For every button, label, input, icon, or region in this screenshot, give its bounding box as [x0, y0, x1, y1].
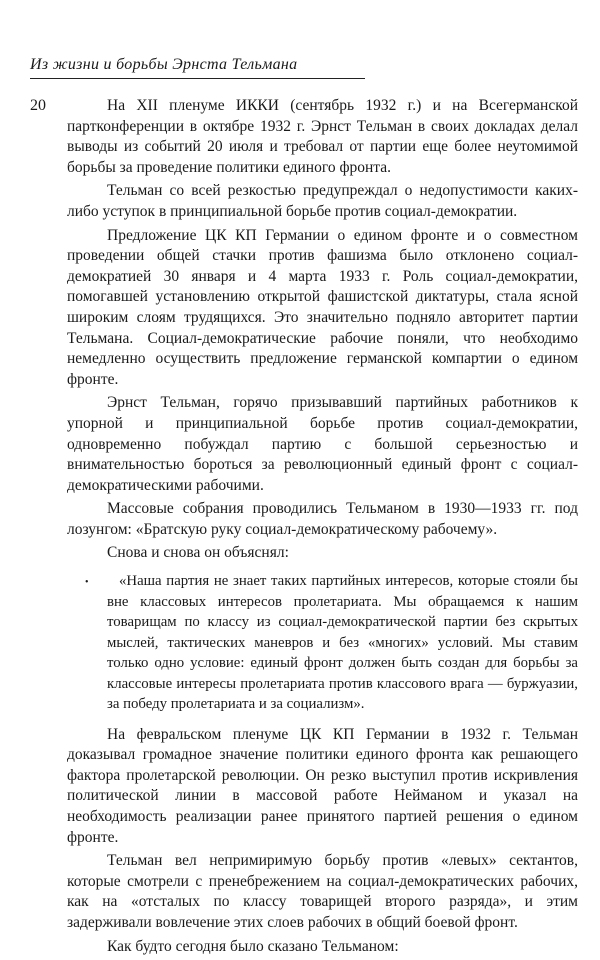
body-text	[67, 96, 578, 960]
paragraph-9: Как будто сегодня было сказано Тельманом:	[107, 937, 399, 955]
quotation-text: «Наша партия не знает таких партийных интересов, которые стояли бы вне классовых интересов пролетариата. Мы обращаемся к нашим товарищам по классу из социал-демократической партии без скрытых мыслей, тактических маневров и без «многих» условий. Мы ставим только одно условие: единый фронт должен быть создан для борьбы за классовые интересы пролетариата против классового врага — буржуазии, за победу пролетариата и за социализм».	[107, 573, 578, 713]
paragraph-7: На февральском пленуме ЦК КП Германии в 1932 г. Тельман доказывал громадное значение политики единого фронта как решающего фактора пролетарской революции. Он резко выступил против искривления политической линии в массовой работе Нейманом и указал на необходимость реализации ранее принятого партией решения о едином фронте.	[67, 725, 578, 846]
paragraph-4: Эрнст Тельман, горячо призывавший партийных работников к упорной и принципиальной борьбе против социал-демократии, одновременно побуждал партию с большой серьезностью и внимательностью бороться за революционный единый фронт с социал-демократическими рабочими.	[67, 394, 578, 494]
paragraph-5: Массовые собрания проводились Тельманом в 1930—1933 гг. под лозунгом: «Братскую руку социал-демократическому рабочему».	[67, 500, 578, 538]
page-number: 20	[30, 97, 46, 114]
header-rule	[30, 78, 365, 79]
paragraph-2: Тельман со всей резкостью предупреждал о недопустимости каких-либо уступок в принципиальной борьбе против социал-демократии.	[67, 182, 578, 220]
paragraph-8: Тельман вел непримиримую борьбу против «левых» сектантов, которые смотрели с пренебрежением на социал-демократических рабочих, как на «отсталых по классу товарищей второго разряда», и этим задерживали вовлечение этих слоев рабочих в общий боевой фронт.	[67, 852, 578, 931]
margin-dot-mark: •	[85, 577, 89, 588]
running-title: Из жизни и борьбы Эрнста Тельмана	[30, 56, 298, 73]
paragraph-1: На XII пленуме ИККИ (сентябрь 1932 г.) и на Всегерманской партконференции в октябре 1932 г. Эрнст Тельман в своих докладах делал выводы из событий 20 июля и требовал от партии еще более неутомимой борьбы за проведение политики единого фронта.	[67, 97, 578, 176]
paragraph-3: Предложение ЦК КП Германии о едином фронте и о совместном проведении общей стачки против фашизма было отклонено социал-демократией 30 января и 4 марта 1933 г. Роль социал-демократии, помогавшей установлению открытой фашистской диктатуры, стала ясной широким слоям трудящихся. Это значительно подняло авторитет партии Тельмана. Социал-демократические рабочие поняли, что необходимо немедленно осуществить предложение германской компартии о едином фронте.	[67, 226, 578, 388]
paragraph-6: Снова и снова он объяснял:	[107, 544, 289, 562]
quotation-block	[107, 571, 578, 715]
